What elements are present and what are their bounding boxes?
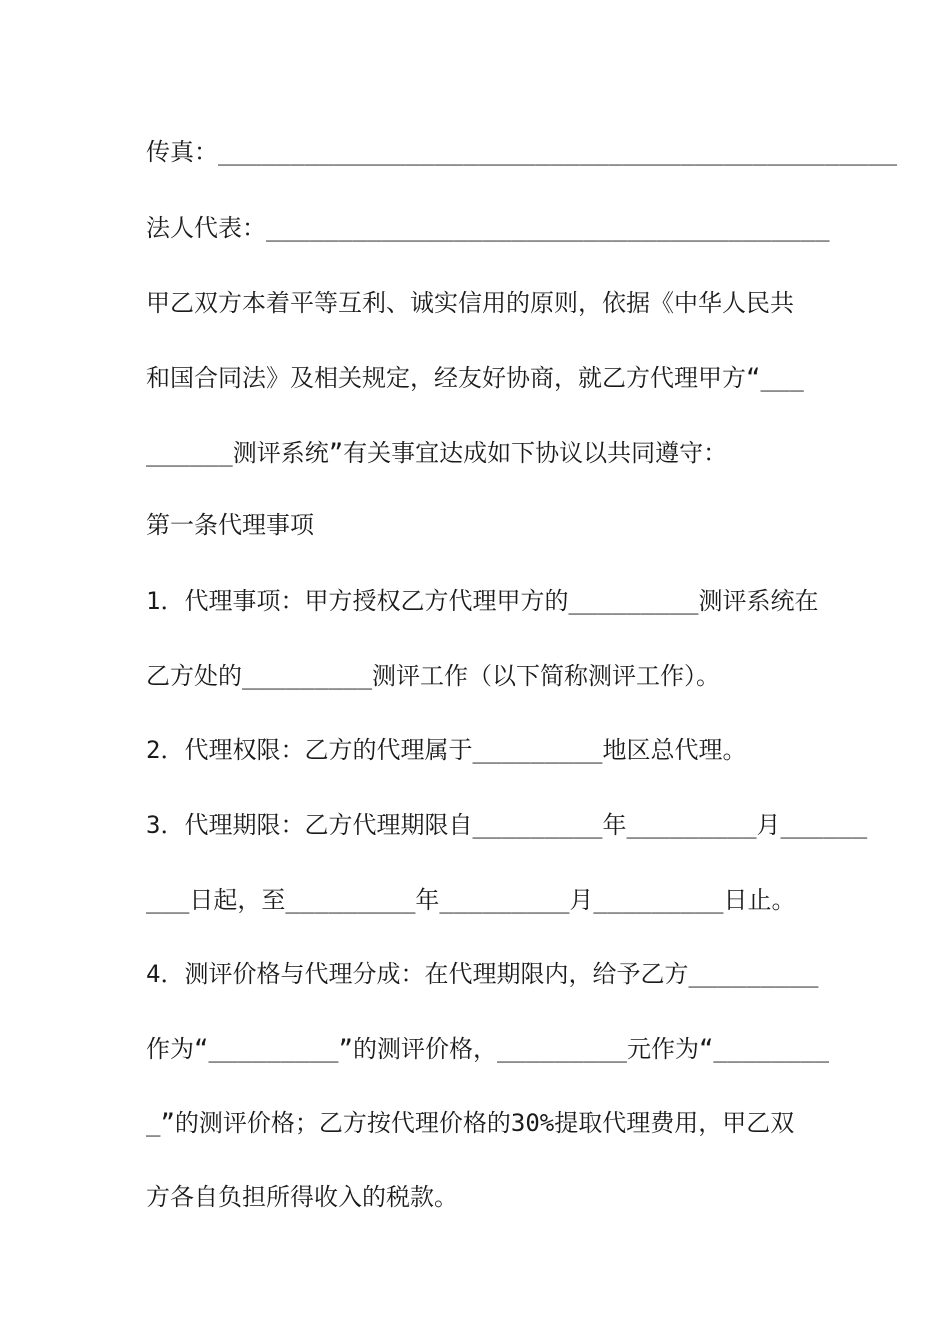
paragraph-line: 1．代理事项：甲方授权乙方代理甲方的_________测评系统在 xyxy=(146,587,819,615)
legal-representative-line: 法人代表：_______________________________________ xyxy=(146,214,830,242)
paragraph-line: ___日起，至_________年_________月_________日止。 xyxy=(146,886,796,914)
paragraph-line: 2．代理权限：乙方的代理属于_________地区总代理。 xyxy=(146,736,747,764)
paragraph-line: 作为“_________”的测评价格，_________元作为“________ xyxy=(146,1035,830,1063)
fax-line: 传真：_______________________________________________ xyxy=(146,138,898,166)
paragraph-line: 甲乙双方本着平等互利、诚实信用的原则，依据《中华人民共 xyxy=(146,289,794,317)
paragraph-line: 3．代理期限：乙方代理期限自_________年_________月______ xyxy=(146,811,868,839)
paragraph-line: _”的测评价格；乙方按代理价格的30%提取代理费用，甲乙双 xyxy=(146,1109,795,1137)
paragraph-line: 乙方处的_________测评工作（以下简称测评工作）。 xyxy=(146,662,721,690)
paragraph-line: ______测评系统”有关事宜达成如下协议以共同遵守： xyxy=(146,439,728,467)
section-heading: 第一条代理事项 xyxy=(146,511,314,539)
paragraph-line: 4．测评价格与代理分成：在代理期限内，给予乙方_________ xyxy=(146,960,819,988)
paragraph-line: 和国合同法》及相关规定，经友好协商，就乙方代理甲方“___ xyxy=(146,364,804,392)
paragraph-line: 方各自负担所得收入的税款。 xyxy=(146,1183,458,1211)
